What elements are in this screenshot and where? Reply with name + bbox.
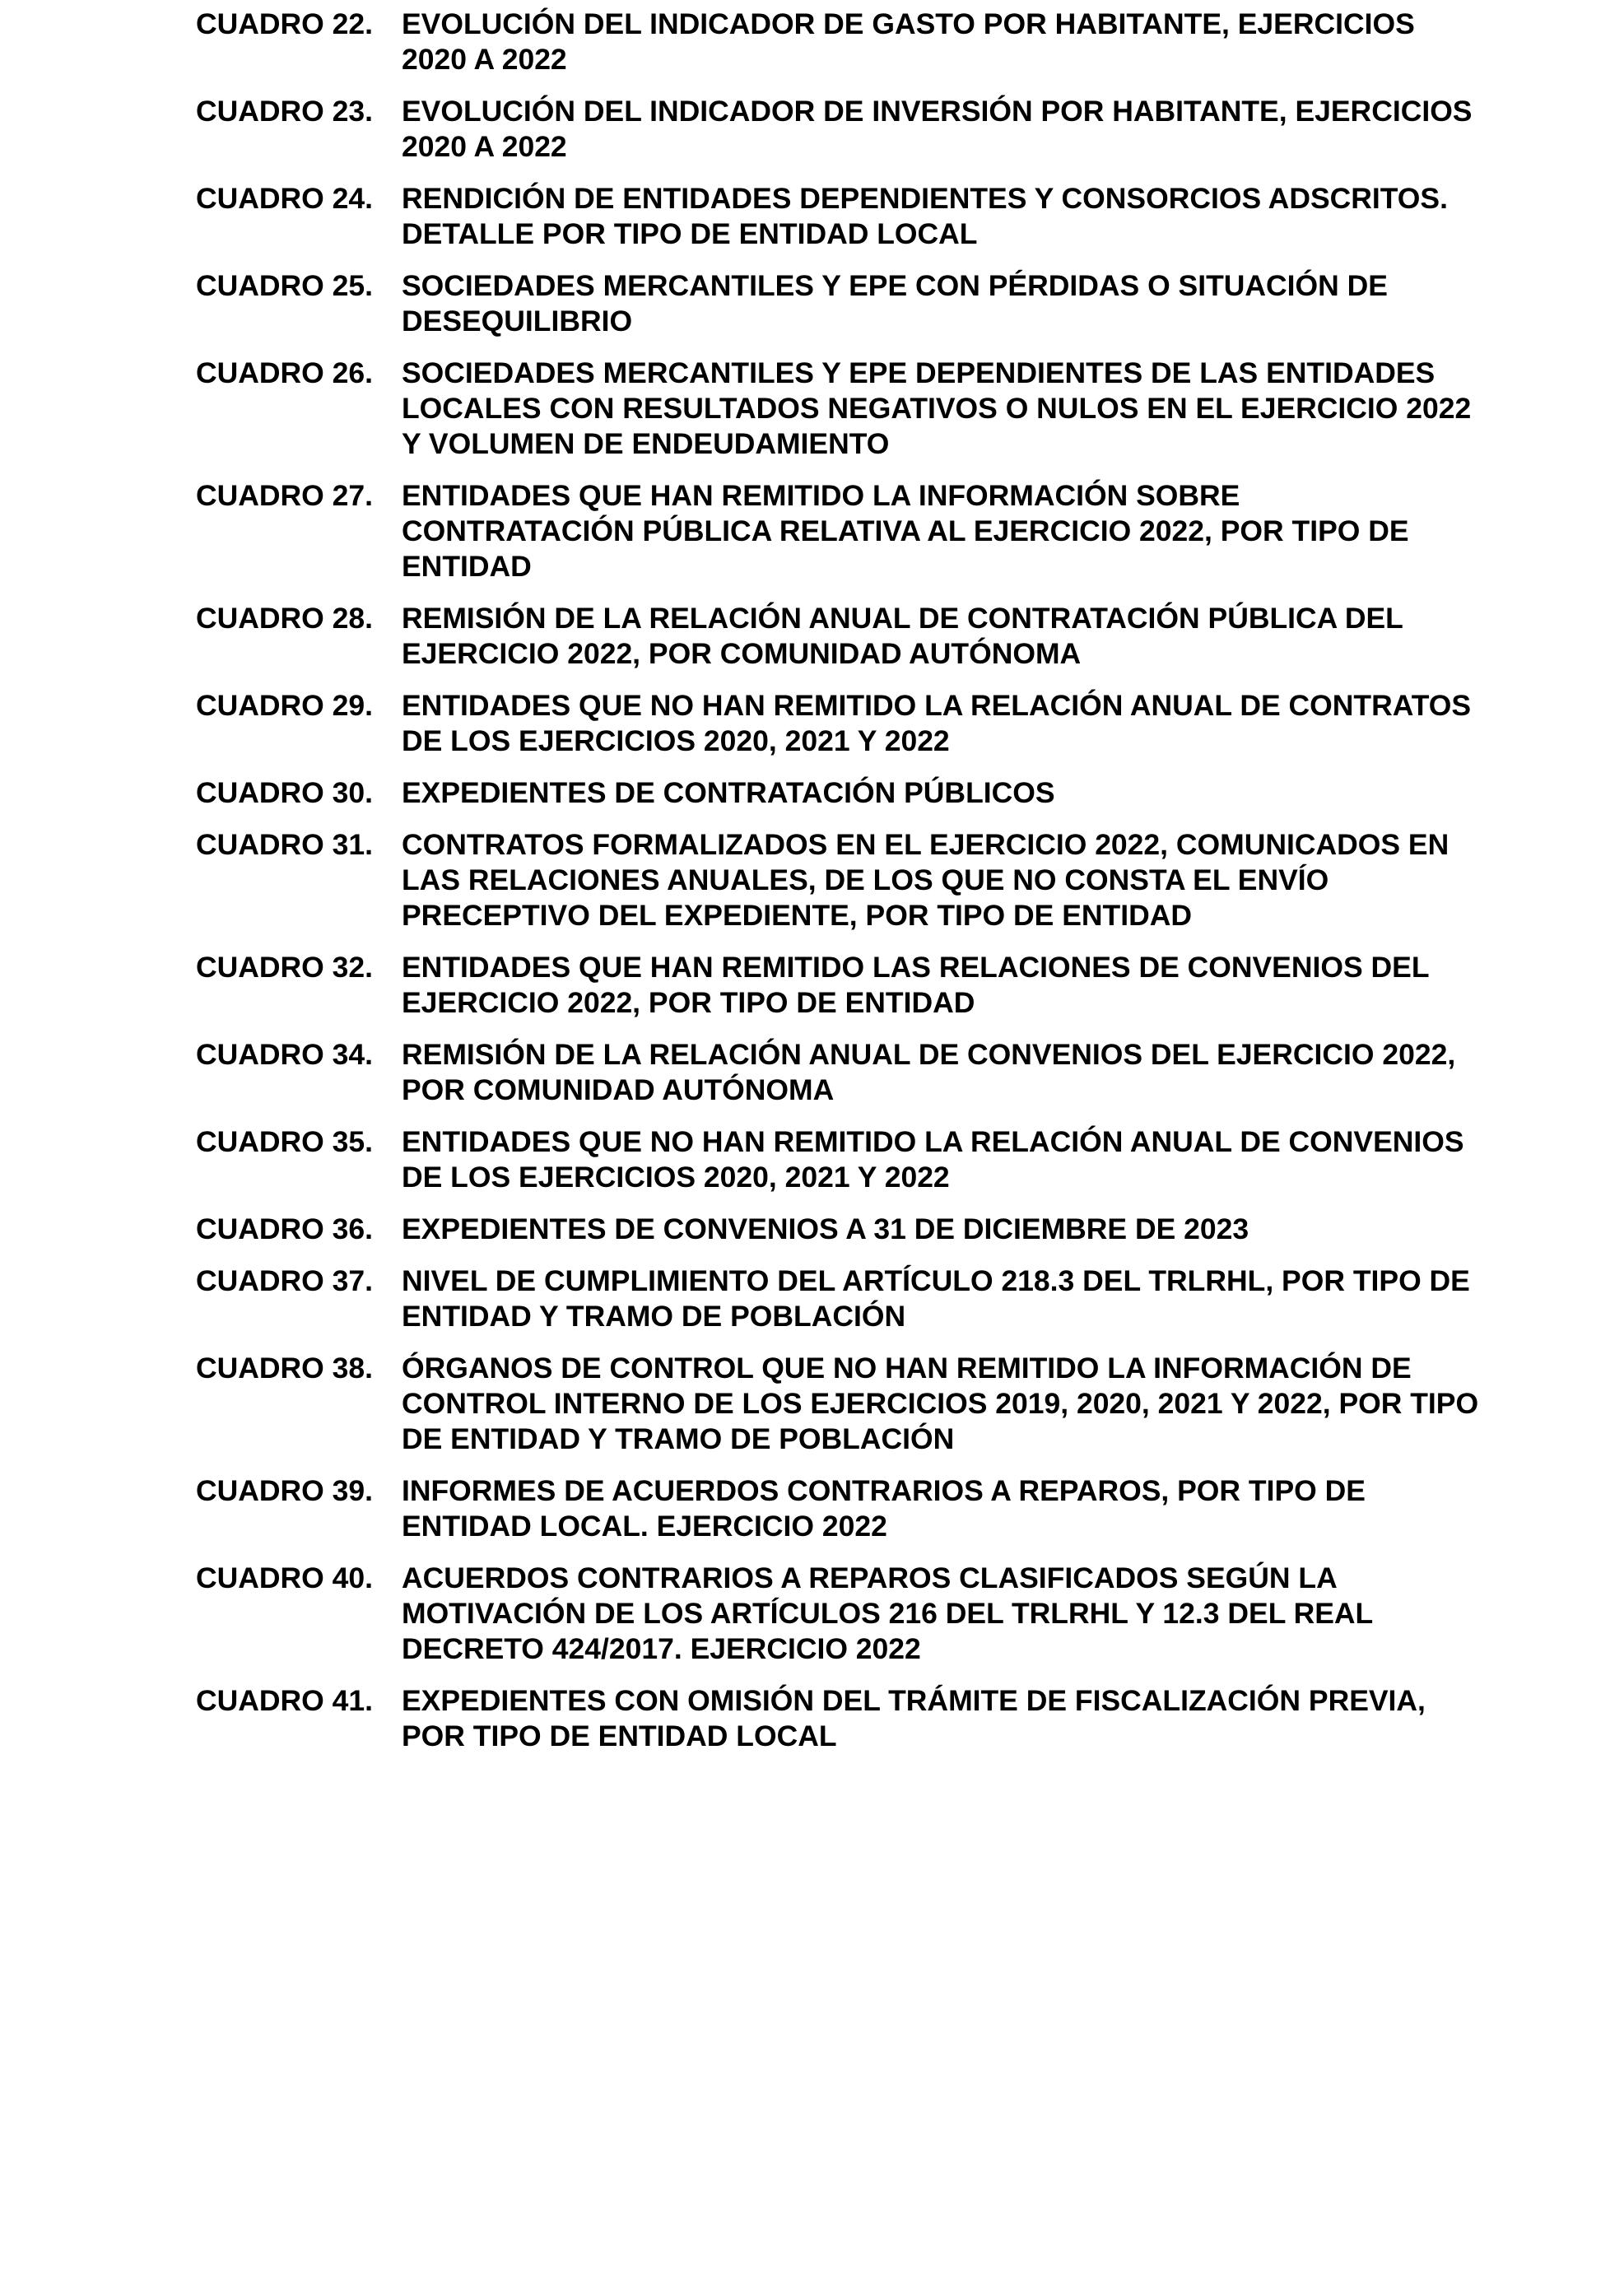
toc-entry-title: REMISIÓN DE LA RELACIÓN ANUAL DE CONVENIOS DEL EJERCICIO 2022, POR COMUNIDAD AUTÓNOMA — [402, 1038, 1456, 1106]
toc-entry-title: ENTIDADES QUE NO HAN REMITIDO LA RELACIÓN ANUAL DE CONVENIOS DE LOS EJERCICIOS 2020, 2021 Y 2022 — [402, 1125, 1464, 1194]
toc-entry-number: CUADRO 35. — [196, 1125, 374, 1158]
toc-entry — [196, 478, 1480, 584]
toc-entry-title: ACUERDOS CONTRARIOS A REPAROS CLASIFICADOS SEGÚN LA MOTIVACIÓN DE LOS ARTÍCULOS 216 DEL TRLRHL Y 12.3 DEL REAL DECRETO 424/2017. EJERCICIO 2022 — [402, 1561, 1373, 1665]
toc-entry-title: ÓRGANOS DE CONTROL QUE NO HAN REMITIDO LA INFORMACIÓN DE CONTROL INTERNO DE LOS EJERCICIOS 2019, 2020, 2021 Y 2022, POR TIPO DE ENTIDAD Y TRAMO DE POBLACIÓN — [402, 1352, 1479, 1455]
toc-entry-number: CUADRO 34. — [196, 1038, 374, 1071]
toc-entry — [196, 775, 1480, 811]
toc-entry — [196, 688, 1480, 759]
toc-entry-title: RENDICIÓN DE ENTIDADES DEPENDIENTES Y CONSORCIOS ADSCRITOS. DETALLE POR TIPO DE ENTIDAD LOCAL — [402, 182, 1448, 250]
toc-entry-number: CUADRO 27. — [196, 479, 374, 512]
toc-entry-number: CUADRO 29. — [196, 689, 374, 722]
toc-entry-title: EXPEDIENTES CON OMISIÓN DEL TRÁMITE DE FISCALIZACIÓN PREVIA, POR TIPO DE ENTIDAD LOCAL — [402, 1684, 1426, 1752]
toc-entry-number: CUADRO 38. — [196, 1352, 374, 1384]
toc-entry-number: CUADRO 41. — [196, 1684, 374, 1717]
toc-entry — [196, 356, 1480, 462]
toc-entry-number: CUADRO 28. — [196, 602, 374, 635]
toc-entry — [196, 1037, 1480, 1108]
toc-entry-title: ENTIDADES QUE HAN REMITIDO LA INFORMACIÓN SOBRE CONTRATACIÓN PÚBLICA RELATIVA AL EJERCICIO 2022, POR TIPO DE ENTIDAD — [402, 479, 1409, 583]
toc-entry-number: CUADRO 40. — [196, 1561, 374, 1594]
toc-entry — [196, 827, 1480, 933]
toc-entry — [196, 1124, 1480, 1195]
toc-entry-title: EVOLUCIÓN DEL INDICADOR DE GASTO POR HABITANTE, EJERCICIOS 2020 A 2022 — [402, 7, 1415, 76]
toc-entry — [196, 7, 1480, 77]
toc-entry — [196, 1683, 1480, 1754]
toc-entry-number: CUADRO 24. — [196, 182, 374, 215]
toc-entry-number: CUADRO 30. — [196, 776, 374, 809]
toc-entry — [196, 1473, 1480, 1544]
toc-entry — [196, 1212, 1480, 1247]
toc-entry-title: EXPEDIENTES DE CONTRATACIÓN PÚBLICOS — [402, 776, 1055, 809]
toc-entry — [196, 181, 1480, 252]
toc-entry-title: INFORMES DE ACUERDOS CONTRARIOS A REPAROS, POR TIPO DE ENTIDAD LOCAL. EJERCICIO 2022 — [402, 1474, 1366, 1543]
toc-entry-number: CUADRO 23. — [196, 95, 374, 128]
toc-entry-number: CUADRO 37. — [196, 1264, 374, 1297]
toc-entry — [196, 268, 1480, 339]
toc-entry-title: ENTIDADES QUE NO HAN REMITIDO LA RELACIÓN ANUAL DE CONTRATOS DE LOS EJERCICIOS 2020, 2021 Y 2022 — [402, 689, 1472, 757]
toc-entry-number: CUADRO 25. — [196, 269, 374, 302]
toc-entry — [196, 1263, 1480, 1334]
toc-entry-number: CUADRO 36. — [196, 1212, 374, 1245]
toc-entry — [196, 1351, 1480, 1457]
toc-entry-title: EXPEDIENTES DE CONVENIOS A 31 DE DICIEMBRE DE 2023 — [402, 1212, 1249, 1245]
toc-entry-number: CUADRO 39. — [196, 1474, 374, 1507]
table-of-contents — [196, 7, 1480, 1771]
toc-entry-number: CUADRO 32. — [196, 951, 374, 984]
toc-entry-title: NIVEL DE CUMPLIMIENTO DEL ARTÍCULO 218.3 DEL TRLRHL, POR TIPO DE ENTIDAD Y TRAMO DE POBLACIÓN — [402, 1264, 1470, 1333]
toc-entry-title: SOCIEDADES MERCANTILES Y EPE CON PÉRDIDAS O SITUACIÓN DE DESEQUILIBRIO — [402, 269, 1388, 337]
toc-entry-number: CUADRO 26. — [196, 356, 374, 389]
toc-entry-number: CUADRO 31. — [196, 828, 374, 861]
toc-entry-title: CONTRATOS FORMALIZADOS EN EL EJERCICIO 2022, COMUNICADOS EN LAS RELACIONES ANUALES, DE LOS QUE NO CONSTA EL ENVÍO PRECEPTIVO DEL EXPEDIENTE, POR TIPO DE ENTIDAD — [402, 828, 1450, 932]
toc-entry-title: SOCIEDADES MERCANTILES Y EPE DEPENDIENTES DE LAS ENTIDADES LOCALES CON RESULTADOS NEGATIVOS O NULOS EN EL EJERCICIO 2022 Y VOLUMEN DE ENDEUDAMIENTO — [402, 356, 1472, 460]
toc-entry-title: EVOLUCIÓN DEL INDICADOR DE INVERSIÓN POR HABITANTE, EJERCICIOS 2020 A 2022 — [402, 95, 1473, 163]
toc-entry — [196, 950, 1480, 1021]
toc-entry — [196, 1561, 1480, 1667]
toc-entry — [196, 94, 1480, 165]
toc-entry-number: CUADRO 22. — [196, 7, 374, 40]
toc-entry-title: ENTIDADES QUE HAN REMITIDO LAS RELACIONES DE CONVENIOS DEL EJERCICIO 2022, POR TIPO DE ENTIDAD — [402, 951, 1429, 1019]
toc-entry — [196, 601, 1480, 672]
toc-entry-title: REMISIÓN DE LA RELACIÓN ANUAL DE CONTRATACIÓN PÚBLICA DEL EJERCICIO 2022, POR COMUNIDAD AUTÓNOMA — [402, 602, 1403, 670]
